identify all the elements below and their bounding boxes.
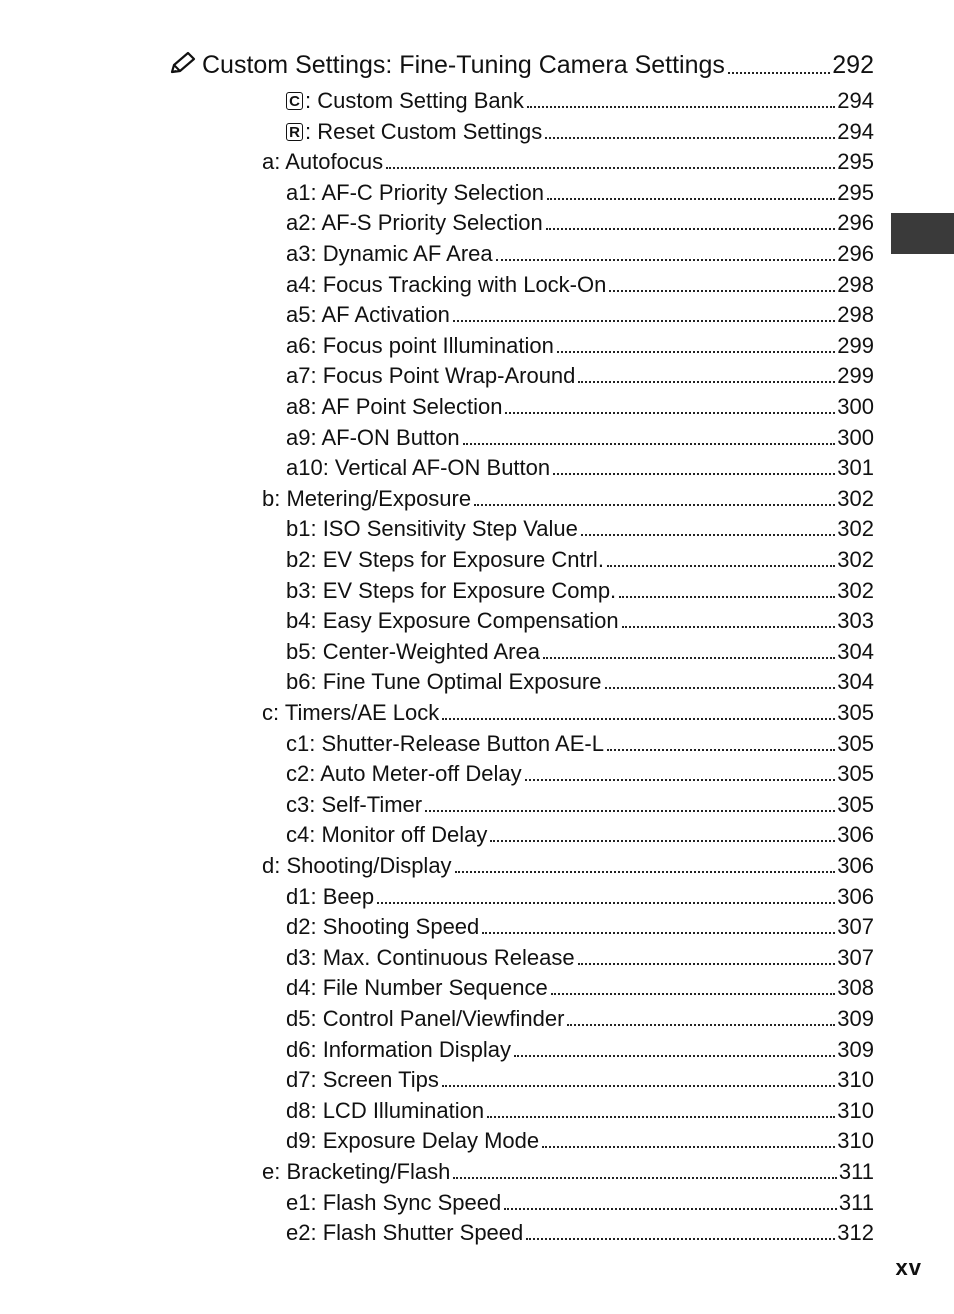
- toc-entry-label: [286, 1190, 501, 1216]
- toc-entry-page: 311: [838, 1189, 874, 1215]
- dot-leader: [578, 380, 835, 383]
- toc-entry-page: 296: [837, 210, 874, 236]
- toc-entry-label: [286, 822, 487, 848]
- toc-heading-title: Custom Settings: Fine-Tuning Camera Settings: [202, 51, 725, 79]
- toc-entry-text: a: Autofocus: [262, 149, 384, 175]
- reset-icon: R: [286, 123, 303, 141]
- toc-entry-label: [262, 1159, 450, 1185]
- dot-leader: [527, 105, 835, 108]
- toc-entry-page: 305: [837, 730, 874, 756]
- toc-entry-page: 310: [837, 1097, 874, 1123]
- toc-entry-page: 299: [837, 332, 874, 358]
- toc-entry-label: [286, 761, 522, 787]
- toc-entry[interactable]: [286, 910, 874, 940]
- toc-entry-text: a3: Dynamic AF Area: [286, 241, 493, 266]
- toc-entry[interactable]: [286, 512, 874, 542]
- toc-entry-label: [286, 1037, 511, 1063]
- toc-entry-text: e2: Flash Shutter Speed: [286, 1220, 524, 1246]
- dot-leader: [442, 717, 835, 720]
- toc-entry-text: c: Timers/AE Lock: [262, 700, 440, 725]
- dot-leader: [490, 839, 835, 842]
- toc-entry-page: 295: [837, 149, 874, 175]
- toc-entry-label: [286, 945, 575, 971]
- toc-entry-label: [286, 119, 542, 145]
- toc-entry[interactable]: [262, 482, 874, 512]
- toc-entry[interactable]: [286, 604, 874, 634]
- toc-entry-page: 306: [837, 853, 874, 878]
- dot-leader: [567, 1023, 835, 1026]
- dot-leader: [546, 227, 836, 230]
- dot-leader: [578, 962, 836, 965]
- toc-entry-label: [286, 88, 524, 114]
- toc-entry-text: : Custom Setting Bank: [305, 88, 524, 113]
- toc-entry-text: b5: Center-Weighted Area: [286, 638, 540, 664]
- toc-entry-text: d4: File Number Sequence: [286, 975, 548, 1001]
- toc-entry[interactable]: [286, 543, 874, 573]
- toc-entry[interactable]: [286, 206, 874, 236]
- toc-entry-label: [286, 455, 550, 481]
- toc-entry[interactable]: [286, 390, 874, 420]
- toc-entry-label: [286, 1098, 484, 1124]
- toc-entry-label: [286, 1220, 523, 1246]
- toc-entry-page: 298: [837, 271, 874, 297]
- toc-entry-label: [286, 363, 575, 389]
- dot-leader: [505, 411, 835, 414]
- toc-entry-page: 310: [837, 1128, 874, 1154]
- toc-entry[interactable]: [286, 1033, 874, 1063]
- toc-entry-label: [286, 210, 543, 236]
- toc-entry-text: b2: EV Steps for Exposure Cntrl.: [286, 547, 604, 572]
- toc-entry[interactable]: [286, 665, 874, 695]
- toc-entry-page: 307: [837, 914, 874, 940]
- dot-leader: [487, 1115, 835, 1118]
- toc-entry-label: [286, 669, 602, 695]
- toc-entry-page: 305: [837, 700, 874, 725]
- dot-leader: [581, 533, 835, 536]
- toc-entry[interactable]: [286, 329, 874, 359]
- toc-entry-text: a1: AF-C Priority Selection: [286, 179, 544, 205]
- toc-entry-page: 301: [837, 455, 874, 481]
- toc-entry-text: c2: Auto Meter-off Delay: [286, 761, 522, 787]
- toc-entry-page: 309: [837, 1006, 874, 1031]
- toc-entry-page: 300: [837, 394, 874, 419]
- toc-entry-text: a2: AF-S Priority Selection: [286, 210, 543, 236]
- toc-entry-page: 312: [837, 1220, 874, 1246]
- dot-leader: [545, 136, 835, 139]
- toc-entry-page: 305: [837, 761, 874, 787]
- toc-entry-text: b4: Easy Exposure Compensation: [286, 608, 619, 634]
- toc-entry-page: 296: [837, 241, 874, 266]
- toc-entry-page: 294: [837, 88, 874, 113]
- toc-entry-text: a5: AF Activation: [286, 302, 450, 328]
- page-number: xv: [895, 1255, 922, 1280]
- toc-entry-text: c3: Self-Timer: [286, 791, 423, 817]
- toc-entry-page: 300: [837, 424, 874, 450]
- toc-entry[interactable]: [286, 176, 874, 206]
- toc-entry-label: [286, 547, 604, 573]
- toc-entry-text: a4: Focus Tracking with Lock-On: [286, 271, 607, 297]
- pencil-icon: [168, 50, 198, 76]
- toc-entry-page: 298: [837, 302, 874, 328]
- dot-leader: [425, 809, 835, 812]
- toc-entry[interactable]: [286, 1186, 874, 1216]
- dot-leader: [377, 901, 835, 904]
- toc-entry[interactable]: [262, 696, 874, 726]
- toc-entry-page: 302: [837, 516, 874, 542]
- toc-entry-text: a9: AF-ON Button: [286, 424, 460, 450]
- dot-leader: [474, 503, 835, 506]
- dot-leader: [607, 564, 835, 567]
- toc-entry-label: [286, 1067, 439, 1093]
- toc-entry[interactable]: [286, 818, 874, 848]
- section-thumb-tab: [891, 213, 954, 254]
- toc-entry[interactable]: [286, 359, 874, 389]
- toc-entry[interactable]: [286, 84, 874, 114]
- toc-entry[interactable]: [262, 1155, 874, 1185]
- toc-heading-label: [168, 50, 725, 80]
- toc-entry-page: 303: [837, 608, 874, 634]
- toc-entry-label: [262, 149, 383, 175]
- toc-entry[interactable]: [286, 727, 874, 757]
- toc-entry[interactable]: [262, 849, 874, 879]
- toc-heading[interactable]: [168, 50, 874, 80]
- toc-entry-label: [286, 516, 578, 542]
- dot-leader: [386, 166, 835, 169]
- custom-bank-icon: C: [286, 92, 303, 110]
- toc-entry-text: : Reset Custom Settings: [305, 118, 543, 144]
- dot-leader: [482, 931, 835, 934]
- toc-entry[interactable]: [286, 298, 874, 328]
- toc-entry[interactable]: [286, 237, 874, 267]
- toc-entry-page: 304: [837, 638, 874, 664]
- toc-entry-text: c1: Shutter-Release Button AE-L: [286, 730, 604, 756]
- dot-leader: [728, 71, 830, 74]
- toc-entry-text: a6: Focus point Illumination: [286, 332, 554, 358]
- toc-entry[interactable]: [286, 788, 874, 818]
- toc-entry-page: 311: [838, 1159, 874, 1184]
- toc-entry-text: d: Shooting/Display: [262, 853, 452, 878]
- toc-entry-text: b3: EV Steps for Exposure Comp.: [286, 577, 617, 603]
- toc-entry[interactable]: [286, 1094, 874, 1124]
- dot-leader: [542, 1145, 835, 1148]
- toc-heading-page: 292: [832, 51, 874, 79]
- toc-entry-text: d2: Shooting Speed: [286, 914, 480, 940]
- toc-entry[interactable]: [286, 115, 874, 145]
- toc-entry-page: 305: [837, 791, 874, 817]
- toc-entry-text: a7: Focus Point Wrap-Around: [286, 363, 576, 389]
- dot-leader: [463, 442, 836, 445]
- toc-entry-label: [286, 792, 422, 818]
- toc-entry[interactable]: [286, 268, 874, 298]
- dot-leader: [442, 1084, 835, 1087]
- toc-entry[interactable]: [262, 145, 874, 175]
- toc-entry-text: b6: Fine Tune Optimal Exposure: [286, 669, 602, 695]
- toc-entry-page: 295: [837, 179, 874, 205]
- toc-entry[interactable]: [286, 971, 874, 1001]
- dot-leader: [526, 1237, 835, 1240]
- dot-leader: [453, 1176, 837, 1179]
- toc-entry-page: 308: [837, 975, 874, 1001]
- dot-leader: [609, 289, 835, 292]
- toc-entry[interactable]: [286, 421, 874, 451]
- toc-entry[interactable]: [286, 757, 874, 787]
- dot-leader: [504, 1207, 837, 1210]
- toc-entry-page: 306: [837, 883, 874, 909]
- dot-leader: [543, 656, 835, 659]
- toc-entry-text: c4: Monitor off Delay: [286, 822, 488, 848]
- dot-leader: [514, 1054, 835, 1057]
- toc-entry[interactable]: [286, 1063, 874, 1093]
- toc-entry-page: 302: [837, 485, 874, 511]
- dot-leader: [619, 595, 835, 598]
- toc-entry[interactable]: [286, 1002, 874, 1032]
- toc-entry-label: [286, 1128, 539, 1154]
- dot-leader: [553, 472, 835, 475]
- toc-entry-label: [286, 241, 493, 267]
- toc-entry-text: e: Bracketing/Flash: [262, 1159, 451, 1184]
- toc-entry-label: [262, 853, 452, 879]
- toc-entry-label: [286, 425, 460, 451]
- toc-entry-text: b1: ISO Sensitivity Step Value: [286, 516, 578, 542]
- toc-entry-page: 307: [837, 944, 874, 970]
- toc-entry[interactable]: [286, 451, 874, 481]
- dot-leader: [607, 748, 835, 751]
- toc-entry-label: [286, 975, 548, 1001]
- toc-entry-label: [286, 914, 479, 940]
- toc-entry-text: d5: Control Panel/Viewfinder: [286, 1006, 565, 1031]
- toc-entry[interactable]: [286, 635, 874, 665]
- toc-entry-page: 302: [837, 547, 874, 572]
- toc-entry[interactable]: [286, 574, 874, 604]
- toc-entry[interactable]: [286, 1124, 874, 1154]
- toc-entry-label: [286, 272, 606, 298]
- toc-entry[interactable]: [286, 880, 874, 910]
- dot-leader: [455, 870, 836, 873]
- toc-entry-label: [286, 884, 374, 910]
- toc-entry[interactable]: [286, 1216, 874, 1246]
- toc-entry-page: 310: [837, 1067, 874, 1093]
- dot-leader: [551, 992, 836, 995]
- toc-entry-text: d8: LCD Illumination: [286, 1097, 485, 1123]
- dot-leader: [525, 778, 836, 781]
- toc-entry-label: [286, 333, 554, 359]
- toc-entry-label: [286, 180, 544, 206]
- toc-entry-text: a10: Vertical AF-ON Button: [286, 455, 551, 481]
- toc-entry-label: [262, 486, 471, 512]
- toc-entry-text: d3: Max. Continuous Release: [286, 944, 575, 970]
- toc-entry-page: 302: [837, 577, 874, 603]
- dot-leader: [605, 686, 836, 689]
- toc-entry-text: d6: Information Display: [286, 1036, 511, 1062]
- toc-entry-page: 299: [837, 363, 874, 389]
- toc-entry-text: a8: AF Point Selection: [286, 394, 503, 419]
- toc-entry-label: [286, 1006, 564, 1032]
- dot-leader: [547, 197, 835, 200]
- toc-entry-label: [286, 394, 502, 420]
- toc-entry-label: [286, 302, 450, 328]
- toc-entry-text: b: Metering/Exposure: [262, 485, 472, 511]
- toc-entry-label: [286, 608, 619, 634]
- toc-entry-text: d9: Exposure Delay Mode: [286, 1128, 540, 1154]
- toc-entry-label: [286, 731, 604, 757]
- toc-entry-page: 294: [837, 118, 874, 144]
- toc-entry-page: 304: [837, 669, 874, 695]
- toc-entry-page: 306: [837, 822, 874, 848]
- toc-entry[interactable]: [286, 941, 874, 971]
- toc-entry-label: [262, 700, 439, 726]
- toc-entry-page: 309: [837, 1036, 874, 1062]
- toc-entry-label: [286, 639, 540, 665]
- toc-entry-label: [286, 578, 616, 604]
- toc-entry-text: d7: Screen Tips: [286, 1067, 439, 1093]
- dot-leader: [453, 319, 835, 322]
- toc-entry-text: e1: Flash Sync Speed: [286, 1189, 502, 1215]
- dot-leader: [496, 258, 836, 261]
- dot-leader: [557, 350, 835, 353]
- dot-leader: [622, 625, 836, 628]
- toc-entry-text: d1: Beep: [286, 883, 375, 909]
